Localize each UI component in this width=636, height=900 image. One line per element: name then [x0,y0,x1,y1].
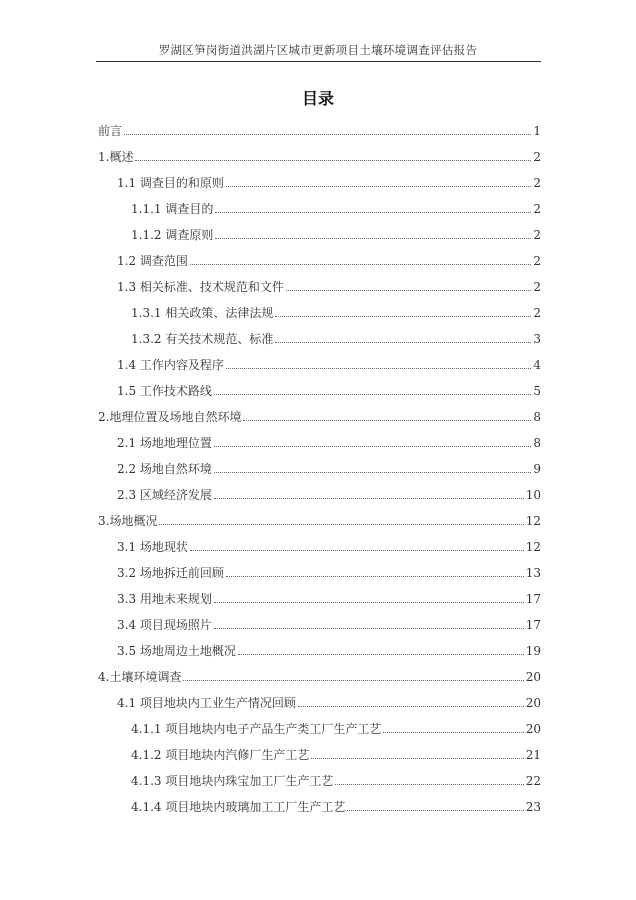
toc-entry-label: 2.1 场地地理位置 [117,436,212,450]
toc-entry-label: 1.1.2 调查原则 [131,228,214,242]
toc-entry[interactable] [0,216,636,242]
toc-entry[interactable] [0,242,636,268]
toc-entry-page: 19 [525,644,541,658]
toc-entry-label: 1.概述 [98,150,134,164]
toc-entry-label: 1.3.2 有关技术规范、标准 [131,332,274,346]
toc-entry-page: 2 [533,228,541,242]
toc-entry-label: 前言 [98,124,123,138]
toc-entry-label: 1.1.1 调查目的 [131,202,214,216]
toc-entry-page: 2 [533,254,541,268]
toc-entry[interactable] [0,736,636,762]
dot-leader [215,212,531,213]
toc-entry-label: 3.4 项目现场照片 [117,618,212,632]
toc-entry-label: 2.2 场地自然环境 [117,462,212,476]
toc-entry[interactable] [0,710,636,736]
dot-leader [214,498,524,499]
dot-leader [238,654,524,655]
toc-entry[interactable] [0,502,636,528]
toc-entry-label: 4.1.4 项目地块内玻璃加工工厂生产工艺 [131,800,346,814]
dot-leader [190,550,524,551]
dot-leader [183,680,523,681]
toc-entry-page: 10 [525,488,541,502]
toc-entry-page: 2 [533,176,541,190]
dot-leader [286,290,531,291]
dot-leader [335,784,523,785]
toc-entry[interactable] [0,632,636,658]
dot-leader [275,316,531,317]
toc-entry[interactable] [0,398,636,424]
toc-entry[interactable] [0,138,636,164]
toc-entry-label: 4.1.3 项目地块内珠宝加工厂生产工艺 [131,774,334,788]
table-of-contents [0,112,636,814]
toc-entry-page: 20 [525,670,541,684]
toc-entry[interactable] [0,268,636,294]
dot-leader [311,758,523,759]
dot-leader [243,420,531,421]
toc-entry-label: 4.土壤环境调查 [98,670,182,684]
toc-entry[interactable] [0,112,636,138]
toc-entry[interactable] [0,294,636,320]
toc-entry-page: 22 [525,774,541,788]
running-header: 罗湖区笋岗街道洪湖片区城市更新项目土壤环境调查评估报告 [158,43,478,57]
toc-entry[interactable] [0,684,636,710]
dot-leader [214,628,524,629]
toc-entry-page: 23 [525,800,541,814]
toc-entry[interactable] [0,528,636,554]
dot-leader [214,394,531,395]
toc-entry[interactable] [0,372,636,398]
toc-entry-label: 3.3 用地未来规划 [117,592,212,606]
dot-leader [347,810,523,811]
dot-leader [124,134,531,135]
toc-entry-page: 9 [533,462,541,476]
toc-entry[interactable] [0,164,636,190]
toc-entry-page: 2 [533,280,541,294]
dot-leader [214,446,531,447]
toc-entry[interactable] [0,554,636,580]
toc-entry-label: 4.1 项目地块内工业生产情况回顾 [117,696,296,710]
toc-entry-page: 8 [533,436,541,450]
toc-entry-page: 2 [533,150,541,164]
toc-entry-label: 2.3 区域经济发展 [117,488,212,502]
toc-entry-page: 5 [533,384,541,398]
toc-entry[interactable] [0,658,636,684]
dot-leader [135,160,531,161]
toc-entry-label: 4.1.2 项目地块内汽修厂生产工艺 [131,748,310,762]
dot-leader [215,238,531,239]
dot-leader [275,342,531,343]
toc-entry[interactable] [0,762,636,788]
toc-entry[interactable] [0,606,636,632]
dot-leader [214,602,524,603]
toc-entry-page: 1 [533,124,541,138]
toc-entry-page: 2 [533,306,541,320]
dot-leader [214,472,531,473]
dot-leader [226,576,524,577]
toc-entry[interactable] [0,424,636,450]
toc-entry[interactable] [0,788,636,814]
toc-title: 目录 [301,89,334,108]
toc-entry-label: 1.5 工作技术路线 [117,384,212,398]
toc-entry-label: 3.1 场地现状 [117,540,188,554]
toc-entry[interactable] [0,450,636,476]
toc-entry-label: 1.1 调查目的和原则 [117,176,224,190]
toc-entry-page: 17 [525,618,541,632]
toc-entry-page: 3 [533,332,541,346]
toc-entry-page: 21 [525,748,541,762]
toc-entry-page: 12 [525,514,541,528]
toc-entry-label: 2.地理位置及场地自然环境 [98,410,242,424]
toc-entry-label: 4.1.1 项目地块内电子产品生产类工厂生产工艺 [131,722,382,736]
dot-leader [226,186,531,187]
toc-entry[interactable] [0,346,636,372]
toc-entry-page: 17 [525,592,541,606]
toc-entry-label: 3.5 场地周边土地概况 [117,644,236,658]
toc-entry-page: 13 [525,566,541,580]
dot-leader [159,524,523,525]
header-rule [96,61,541,62]
toc-entry-page: 12 [525,540,541,554]
dot-leader [383,732,523,733]
toc-entry-page: 4 [533,358,541,372]
toc-entry[interactable] [0,476,636,502]
toc-entry[interactable] [0,580,636,606]
toc-entry-label: 3.2 场地拆迁前回顾 [117,566,224,580]
toc-entry-page: 20 [525,696,541,710]
toc-entry-page: 8 [533,410,541,424]
dot-leader [226,368,531,369]
dot-leader [298,706,524,707]
dot-leader [190,264,531,265]
toc-entry-label: 1.3 相关标准、技术规范和文件 [117,280,284,294]
toc-entry[interactable] [0,190,636,216]
toc-entry-page: 2 [533,202,541,216]
toc-entry-label: 3.场地概况 [98,514,158,528]
toc-entry-page: 20 [525,722,541,736]
toc-entry[interactable] [0,320,636,346]
toc-entry-label: 1.4 工作内容及程序 [117,358,224,372]
toc-entry-label: 1.3.1 相关政策、法律法规 [131,306,274,320]
toc-entry-label: 1.2 调查范围 [117,254,188,268]
